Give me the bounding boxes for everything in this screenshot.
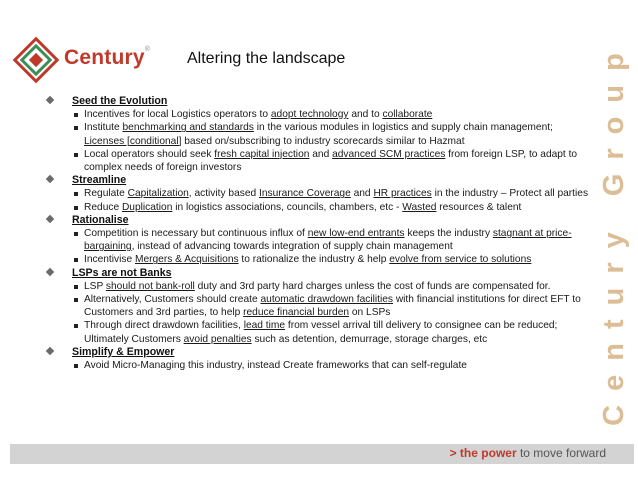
slide-content [44,95,589,372]
bullet-item: Institute benchmarking and standards in the various modules in logistics and supply chain management; Licenses [conditional] based on/subscribing to industry scorecards similar to Hazmat [44,121,589,147]
bullet-item: Local operators should seek fresh capital injection and advanced SCM practices from foreign LSP, to adapt to complex needs of foreign investors [44,148,589,174]
logo-wordmark: Century® [64,46,151,69]
diamond-bullet-icon [46,267,54,275]
century-logo [12,36,167,88]
section [44,346,589,372]
bullet-item: Alternatively, Customers should create automatic drawdown facilities with financial institutions for direct EFT to Customers and 3rd parties, to help reduce financial burden on LSPs [44,293,589,319]
section [44,174,589,214]
bullet-list [44,227,589,267]
section [44,267,589,346]
diamond-bullet-icon [46,347,54,355]
section [44,95,589,174]
bullet-list [44,108,589,174]
section [44,214,589,267]
diamond-bullet-icon [46,215,54,223]
bullet-item: Avoid Micro-Managing this industry, instead Create frameworks that can self-regulate [44,359,589,372]
bullet-list [44,187,589,213]
section-heading: Rationalise [44,214,589,227]
diamond-bullet-icon [46,175,54,183]
tagline: > the power to move forward [449,446,606,460]
section-heading: LSPs are not Banks [44,267,589,280]
side-brand-text: Century Group [597,39,630,426]
century-logo-icon [12,36,60,84]
section-heading: Streamline [44,174,589,187]
bullet-list [44,280,589,346]
bullet-item: Competition is necessary but continuous influx of new low-end entrants keeps the industry stagnant at price-bargaining, instead of advancing towards integration of supply chain management [44,227,589,253]
bullet-item: Reduce Duplication in logistics associations, councils, chambers, etc - Wasted resources & talent [44,201,589,214]
bullet-list [44,359,589,372]
slide-title: Altering the landscape [187,50,346,67]
section-heading: Simplify & Empower [44,346,589,359]
section-heading: Seed the Evolution [44,95,589,108]
bullet-item: Incentivise Mergers & Acquisitions to rationalize the industry & help evolve from service to solutions [44,253,589,266]
bullet-item: Regulate Capitalization, activity based Insurance Coverage and HR practices in the industry – Protect all parties [44,187,589,200]
bullet-item: Incentives for local Logistics operators to adopt technology and to collaborate [44,108,589,121]
footer-bar [10,444,634,464]
diamond-bullet-icon [46,96,54,104]
bullet-item: Through direct drawdown facilities, lead time from vessel arrival till delivery to consignee can be reduced; Ultimately Customers avoid penalties such as detention, demurrage, storage charges, etc [44,319,589,345]
bullet-item: LSP should not bank-roll duty and 3rd party hard charges unless the cost of funds are compensated for. [44,280,589,293]
